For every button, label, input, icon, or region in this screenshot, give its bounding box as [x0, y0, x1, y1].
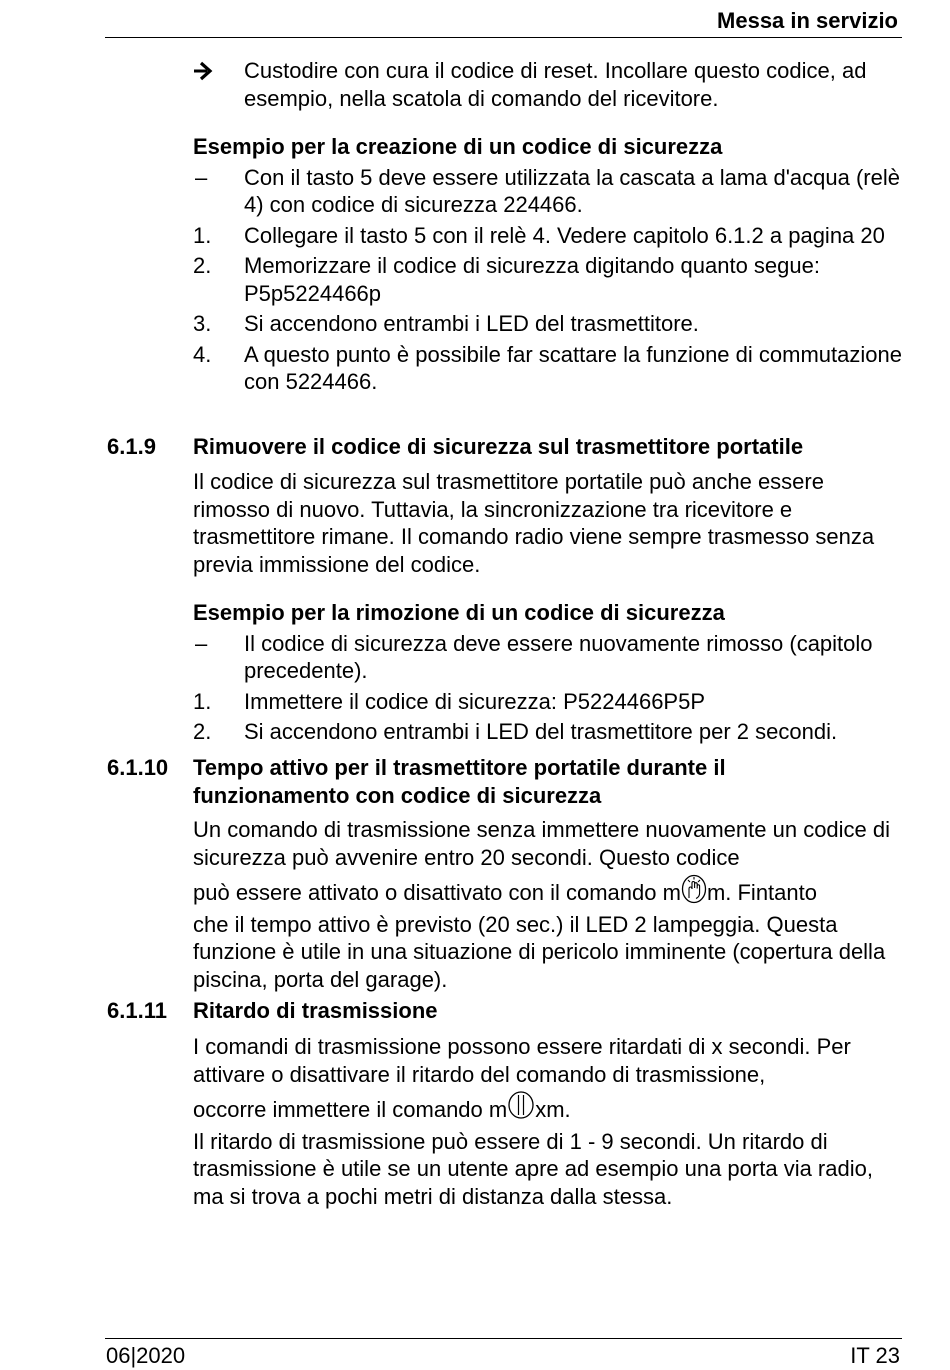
footer-date: 06|2020 [106, 1343, 186, 1368]
hand-push-button-icon [681, 874, 707, 911]
example2-heading: Esempio per la rimozione di un codice di sicurezza [193, 600, 725, 625]
example-create-code [193, 133, 905, 396]
right-arrow-icon [193, 57, 238, 88]
section-6111-body: I comandi di trasmissione possono essere ritardati di x secondi. Per attivare o disattivare il ritardo del comando di trasmissione, occorre immettere il comando m xm. Il ritardo di trasmissione può essere di 1 - 9 secondi. Un ritardo di trasmissione è utile se un utente apre ad esempio una porta via radio, ma si trova a pochi metri di distanza dalla stessa. [193, 1033, 905, 1210]
list-item: 1. Immettere il codice di sicurezza: P5224466P5P [193, 688, 706, 714]
section-number: 6.1.10 [107, 755, 169, 780]
intro-text: Custodire con cura il codice di reset. Incollare questo codice, ad esempio, nella scatola di comando del ricevitore. [244, 58, 867, 111]
example1-heading: Esempio per la creazione di un codice di sicurezza [193, 134, 723, 159]
list-item: 2. Si accendono entrambi i LED del trasmettitore per 2 secondi. [193, 719, 838, 744]
footer-divider [105, 1338, 902, 1339]
section-title: Tempo attivo per il trasmettitore portatile durante il funzionamento con codice di sicurezza [193, 755, 726, 808]
example2-premise: – Il codice di sicurezza deve essere nuovamente rimosso (capitolo precedente). [195, 630, 873, 683]
section-number: 6.1.9 [107, 434, 156, 459]
intro-note [193, 57, 905, 112]
section-619-body: Il codice di sicurezza sul trasmettitore portatile può anche essere rimosso di nuovo. Tuttavia, la sincronizzazione tra ricevitore e trasmettitore rimane. Il comando radio viene sempre trasmesso senza previa immissione del codice. [193, 469, 875, 577]
list-item: 4. A questo punto è possibile far scattare la funzione di commutazione con 5224466. [193, 341, 902, 394]
example1-premise: – Con il tasto 5 deve essere utilizzata la cascata a lama d'acqua (relè 4) con codice di sicurezza 224466. [195, 164, 900, 217]
section-title: Ritardo di trasmissione [193, 998, 438, 1023]
command-line: può essere attivato o disattivato con il comando m m. Fintanto [193, 874, 905, 911]
list-item: 1. Collegare il tasto 5 con il relè 4. Vedere capitolo 6.1.2 a pagina 20 [193, 222, 885, 248]
page-header-title: Messa in servizio [717, 8, 898, 33]
list-item: 2. Memorizzare il codice di sicurezza digitando quanto segue: P5p5224466p [193, 253, 820, 306]
example-remove-code [193, 599, 905, 746]
header-divider [105, 37, 902, 38]
round-button-icon [507, 1091, 535, 1128]
section-number: 6.1.11 [107, 998, 167, 1023]
section-title: Rimuovere il codice di sicurezza sul trasmettitore portatile [193, 434, 804, 459]
command-line: occorre immettere il comando m xm. [193, 1091, 905, 1128]
section-6110-body: Un comando di trasmissione senza immettere nuovamente un codice di sicurezza può avvenire entro 20 secondi. Questo codice può essere attivato o disattivato con il comando m m. Fintanto che il tempo attivo è previsto (20 sec.) il LED 2 lampeggia. Questa funzione è utile in una situazione di pericolo imminente (copertura della piscina, porta del garage). [193, 816, 905, 993]
list-item: 3. Si accendono entrambi i LED del trasmettitore. [193, 311, 699, 336]
page-number: IT 23 [850, 1343, 900, 1368]
